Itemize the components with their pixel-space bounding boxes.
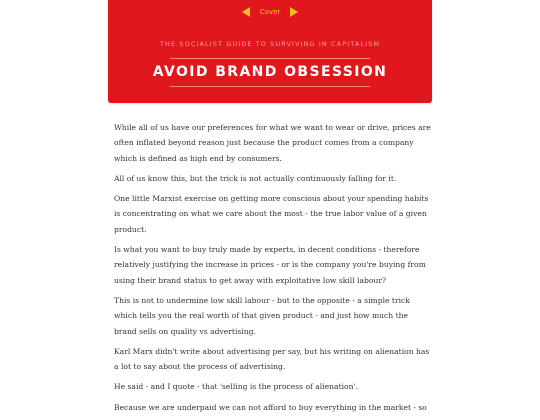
divider-bottom: [170, 86, 370, 87]
paragraph: Is what you want to buy truly made by experts, in decent conditions - therefore relatively justifying the increase in prices - or is the company you're buying from using their brand status to get away with exploitative low skill labour?: [114, 245, 426, 285]
paragraph: This is not to undermine low skill labour - but to the opposite - a simple trick which tells you the real worth of that given product - and just how much the brand sells on quality vs advertising.: [114, 295, 410, 336]
paragraph: One little Marxist exercise on getting more conscious about your spending habits is concentrating on what we care about the most - the true labor value of a given product.: [114, 194, 429, 234]
paragraph: All of us know this, but the trick is not actually continuously falling for it.: [114, 173, 397, 183]
page-title: AVOID BRAND OBSESSION: [152, 64, 388, 80]
book-subtitle: THE SOCIALIST GUIDE TO SURVIVING IN CAPITALISM: [159, 40, 381, 48]
previous-arrow-icon[interactable]: [242, 7, 250, 17]
paragraph: While all of us have our preferences for what we want to wear or drive, prices are often inflated beyond reason just because the product comes from a company which is defined as high end by consumers.: [114, 123, 431, 163]
paragraph: He said - and I quote - that 'selling is the process of alienation'.: [114, 382, 359, 392]
header-banner: [108, 0, 432, 103]
article-body: [114, 120, 432, 420]
paragraph: Because we are underpaid we can not afford to buy everything in the market - so: [114, 402, 427, 412]
paragraph: Karl Marx didn't write about advertising per say, but his writing on alienation has a lot to say about the process of advertising.: [114, 346, 430, 372]
divider-top: [170, 58, 370, 59]
nav-label[interactable]: Cover: [259, 8, 281, 16]
chapter-nav: [108, 5, 432, 19]
next-arrow-icon[interactable]: [290, 7, 298, 17]
